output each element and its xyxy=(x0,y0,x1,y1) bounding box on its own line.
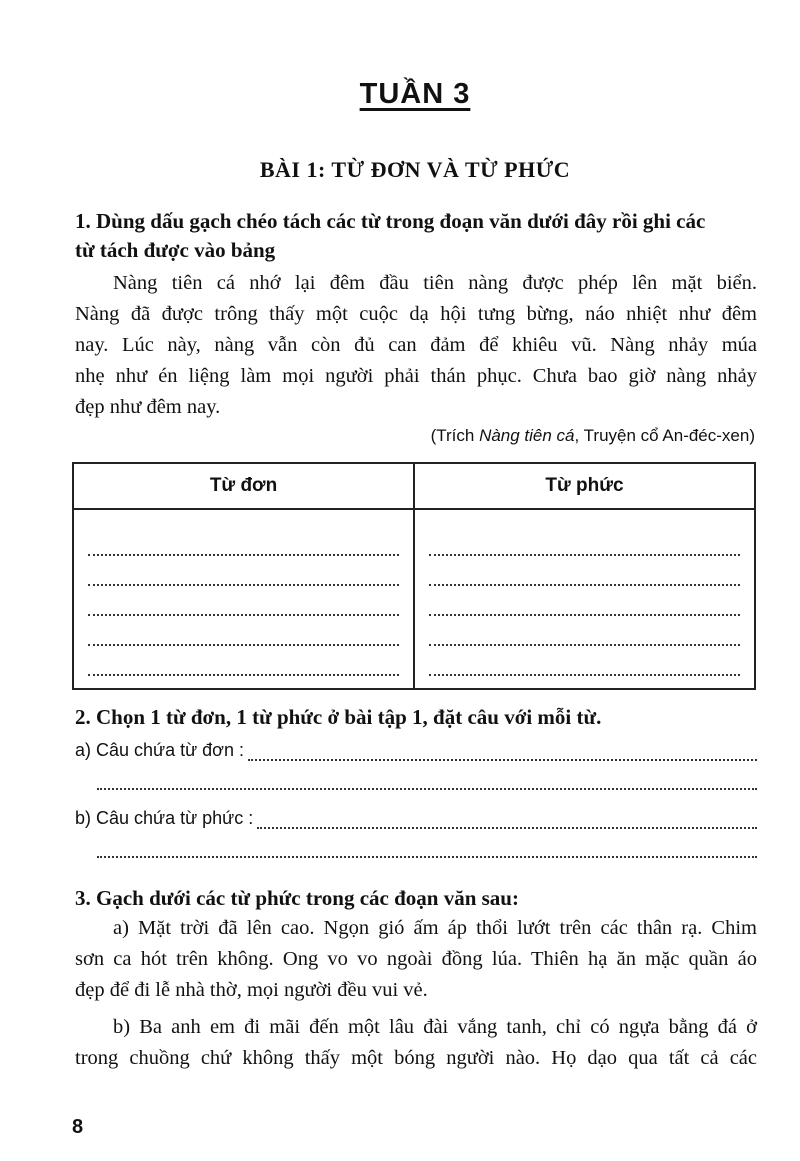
paragraph-a-line: sơn ca hót trên không. Ong vo vo ngoài đồng lúa. Thiên hạ ăn mặc quần áo xyxy=(75,948,757,970)
paragraph-b-line: trong chuồng chứ không thấy một bóng người nào. Họ dạo qua tất cả các xyxy=(75,1047,757,1069)
answer-a-row xyxy=(75,740,757,761)
answer-dotted-line[interactable] xyxy=(88,556,399,586)
paragraph-a-line: đẹp để đi lễ nhà thờ, mọi người đều vui vẻ. xyxy=(75,979,428,1001)
exercise-1-passage xyxy=(75,268,757,423)
exercise-3-title: 3. Gạch dưới các từ phức trong các đoạn văn sau: xyxy=(75,886,519,910)
passage-line: nhẹ như én liệng làm mọi người phải thán phục. Chưa bao giờ nàng nhảy xyxy=(75,365,757,387)
answer-dotted-line[interactable] xyxy=(88,526,399,556)
word-table xyxy=(72,462,756,690)
source-prefix: (Trích xyxy=(430,426,480,445)
source-title: Nàng tiên cá xyxy=(479,426,575,445)
exercise-1-title xyxy=(75,207,765,265)
table-header-single-words: Từ đơn xyxy=(73,463,414,509)
answer-dotted-line[interactable] xyxy=(429,526,740,556)
passage-line: Nàng đã được trông thấy một cuộc dạ hội tưng bừng, náo nhiệt như đêm xyxy=(75,303,757,325)
exercise-2-title: 2. Chọn 1 từ đơn, 1 từ phức ở bài tập 1, đặt câu với mỗi từ. xyxy=(75,705,602,729)
lesson-title: BÀI 1: TỪ ĐƠN VÀ TỪ PHỨC xyxy=(259,157,571,182)
answer-dotted-line[interactable] xyxy=(88,616,399,646)
passage-line: nay. Lúc này, nàng vẫn còn đủ can đảm để khiêu vũ. Nàng nhảy múa xyxy=(75,334,757,356)
page-number: 8 xyxy=(72,1116,84,1138)
answer-a-label: a) Câu chứa từ đơn : xyxy=(75,740,244,760)
exercise-1-title-line-1: 1. Dùng dấu gạch chéo tách các từ trong đoạn văn dưới đây rồi ghi các xyxy=(75,209,706,233)
answer-dotted-line[interactable] xyxy=(429,616,740,646)
table-header-compound-words: Từ phức xyxy=(414,463,755,509)
answer-dotted-line[interactable] xyxy=(88,586,399,616)
source-suffix: , Truyện cổ An-đéc-xen) xyxy=(574,426,755,445)
exercise-1-title-line-2: từ tách được vào bảng xyxy=(75,238,276,262)
answer-a-continuation[interactable] xyxy=(97,786,757,790)
answer-dotted-line[interactable] xyxy=(429,586,740,616)
passage-line: đẹp như đêm nay. xyxy=(75,396,221,418)
answer-b-continuation[interactable] xyxy=(97,854,757,858)
answer-dotted-line[interactable] xyxy=(429,646,740,676)
paragraph-a-line: a) Mặt trời đã lên cao. Ngọn gió ấm áp thổi lướt trên các thân rạ. Chim xyxy=(113,917,757,939)
passage-line: Nàng tiên cá nhớ lại đêm đầu tiên nàng được phép lên mặt biển. xyxy=(113,272,757,294)
answer-dotted-line[interactable] xyxy=(429,556,740,586)
compound-words-cell[interactable] xyxy=(414,509,755,689)
single-words-cell[interactable] xyxy=(73,509,414,689)
answer-dotted-line[interactable] xyxy=(88,646,399,676)
week-title: TUẦN 3 xyxy=(359,78,471,110)
paragraph-b-line: b) Ba anh em đi mãi đến một lâu đài vắng tanh, chỉ có ngựa bằng đá ở xyxy=(113,1016,757,1038)
passage-source xyxy=(431,426,755,446)
answer-b-row xyxy=(75,808,757,829)
exercise-3-paragraph-a xyxy=(75,913,757,1006)
answer-a-fill[interactable] xyxy=(248,743,757,761)
answer-b-label: b) Câu chứa từ phức : xyxy=(75,808,254,828)
exercise-3-paragraph-b xyxy=(75,1012,757,1074)
answer-b-fill[interactable] xyxy=(257,811,757,829)
